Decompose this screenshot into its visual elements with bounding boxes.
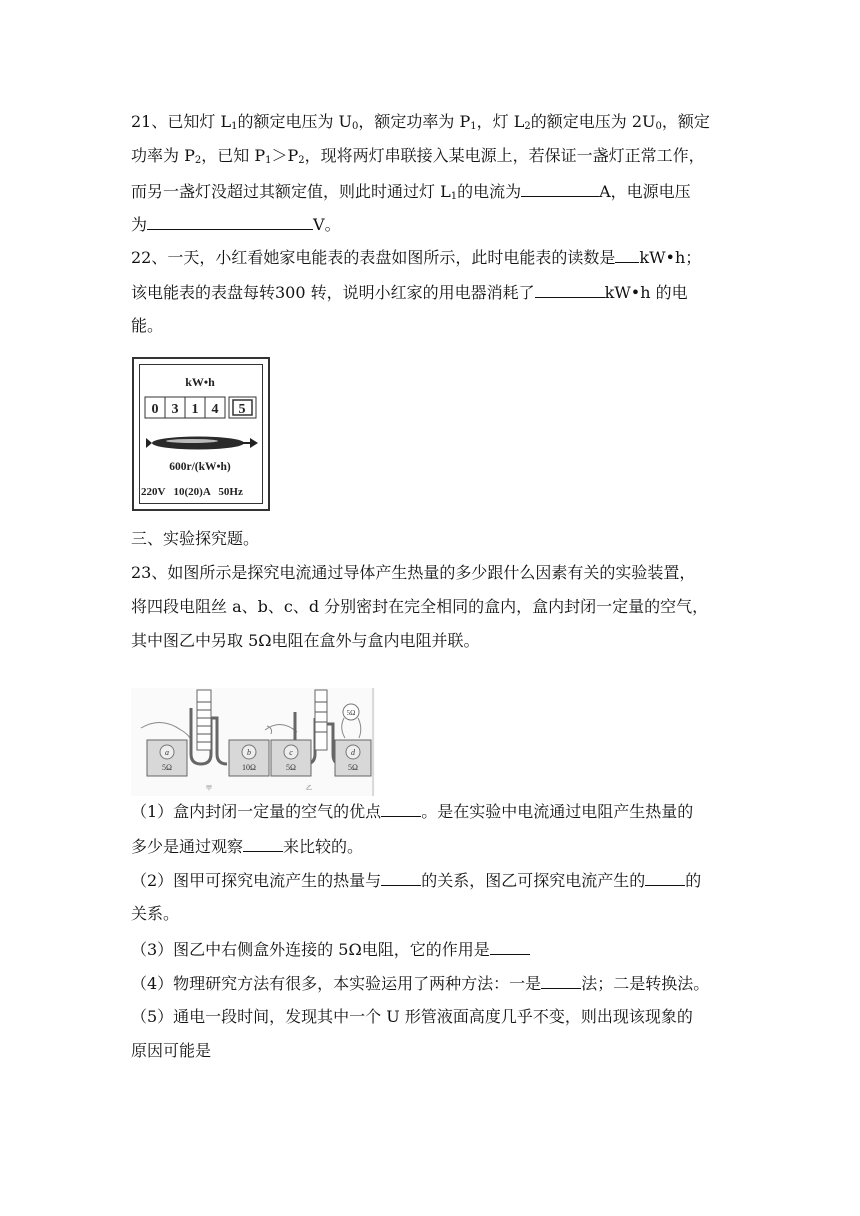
resistor-c-label: c — [289, 748, 293, 757]
meter-digit: 5 — [238, 402, 246, 417]
q23-p5-line-1 — [131, 1006, 693, 1028]
subscript: 0 — [655, 121, 662, 132]
q23-p3 — [131, 938, 530, 961]
resistor-d-label: d — [351, 748, 355, 757]
answer-blank-observe[interactable] — [243, 835, 283, 852]
q23-p1-line-2 — [131, 835, 363, 858]
answer-blank-method[interactable] — [541, 972, 581, 989]
resistor-a-value: 5Ω — [162, 763, 172, 772]
text: 的电流为 — [457, 182, 522, 201]
text: 功率为 P — [131, 146, 195, 165]
experiment-apparatus-figure — [131, 688, 375, 796]
subscript: 1 — [470, 121, 477, 132]
text: 其中图乙中另取 5Ω电阻在盒外与盒内电阻并联。 — [131, 631, 480, 650]
answer-blank-energy[interactable] — [535, 281, 605, 298]
q21-line-3 — [131, 180, 691, 203]
answer-blank-relation-jia[interactable] — [381, 869, 421, 886]
text: 21、已知灯 L — [131, 112, 232, 131]
text: A，电源电压 — [599, 182, 691, 201]
external-resistor-value: 5Ω — [346, 709, 356, 717]
subscript: 2 — [524, 121, 531, 132]
text: ，灯 L — [476, 112, 525, 131]
caption-yi: 乙 — [305, 785, 313, 792]
meter-disc-icon — [146, 437, 258, 450]
meter-digit: 4 — [211, 402, 219, 417]
q21-line-1 — [131, 111, 710, 133]
meter-digit: 1 — [191, 402, 199, 417]
answer-blank-relation-yi[interactable] — [645, 869, 685, 886]
text: 的 — [685, 871, 702, 890]
text: 三、实验探究题。 — [131, 529, 260, 548]
subscript: 2 — [194, 155, 202, 166]
answer-blank-advantage[interactable] — [381, 800, 421, 817]
text: （1）盒内封闭一定量的空气的优点 — [131, 802, 382, 821]
meter-graphic — [134, 359, 268, 509]
text: kW•h； — [639, 248, 702, 267]
answer-blank-current[interactable] — [521, 180, 599, 197]
section-title — [131, 528, 259, 550]
q23-line-2 — [131, 596, 708, 618]
meter-digit: 3 — [171, 402, 179, 417]
text: 多少是通过观察 — [131, 837, 244, 856]
text: 能。 — [131, 316, 164, 335]
text: 的关系，图乙可探究电流产生的 — [421, 871, 646, 890]
text: （2）图甲可探究电流产生的热量与 — [131, 871, 382, 890]
text: 法；二是转换法。 — [581, 974, 710, 993]
subscript: 1 — [450, 191, 458, 202]
q21-line-2 — [131, 145, 705, 167]
subscript: 1 — [231, 121, 238, 132]
text: 关系。 — [131, 904, 180, 923]
subscript: 0 — [352, 121, 359, 132]
text: 该电能表的表盘每转300 转，说明小红家的用电器消耗了 — [131, 283, 535, 302]
text: 为 — [131, 215, 148, 234]
text: 23、如图所示是探究电流通过导体产生热量的多少跟什么因素有关的实验装置， — [131, 563, 696, 582]
text: ＞P — [271, 146, 299, 165]
resistor-b-label: b — [247, 748, 251, 757]
text: ，额定功率为 P — [358, 112, 471, 131]
resistor-c-value: 5Ω — [286, 763, 296, 772]
text: （5）通电一段时间，发现其中一个 U 形管液面高度几乎不变，则出现该现象的 — [131, 1007, 693, 1026]
text: 而另一盏灯没超过其额定值，则此时通过灯 L — [131, 182, 451, 201]
text: ，额定 — [661, 112, 710, 131]
text: 。是在实验中电流通过电阻产生热量的 — [421, 802, 694, 821]
q22-line-2 — [131, 281, 688, 304]
q23-line-3 — [131, 630, 480, 652]
q23-p2-line-2 — [131, 903, 179, 925]
answer-blank-resistor-role[interactable] — [490, 938, 530, 955]
q22-line-1 — [131, 246, 701, 269]
subscript: 2 — [298, 155, 305, 166]
meter-digit-row — [145, 397, 256, 418]
text: 将四段电阻丝 a、b、c、d 分别密封在完全相同的盒内，盒内封闭一定量的空气， — [131, 597, 709, 616]
text: 22、一天，小红看她家电能表的表盘如图所示，此时电能表的读数是 — [131, 248, 616, 267]
text: 来比较的。 — [283, 837, 364, 856]
subscript: 1 — [265, 155, 272, 166]
text: 的额定电压为 2U — [530, 112, 656, 131]
text: （4）物理研究方法有很多，本实验运用了两种方法：一是 — [131, 974, 542, 993]
text: 原因可能是 — [131, 1041, 212, 1060]
text: 的额定电压为 U — [237, 112, 353, 131]
q23-p1-line-1 — [131, 800, 693, 823]
q21-line-4 — [131, 213, 341, 236]
q23-p4 — [131, 972, 709, 995]
text: （3）图乙中右侧盒外连接的 5Ω电阻，它的作用是 — [131, 940, 490, 959]
q22-line-3 — [131, 315, 163, 337]
resistor-d-value: 5Ω — [348, 763, 358, 772]
q23-p2-line-1 — [131, 869, 701, 892]
text: V。 — [313, 215, 341, 234]
text: ，已知 P — [201, 146, 266, 165]
meter-unit: kW•h — [185, 375, 215, 389]
text: kW•h 的电 — [604, 283, 688, 302]
electric-meter-figure — [132, 357, 270, 511]
text: ，现将两灯串联接入某电源上，若保证一盏灯正常工作， — [304, 146, 705, 165]
q23-line-1 — [131, 562, 695, 584]
q23-p5-line-2 — [131, 1040, 211, 1062]
answer-blank-voltage[interactable] — [147, 213, 313, 230]
meter-digit: 0 — [151, 402, 159, 417]
meter-ratings: 220V 10(20)A 50Hz — [141, 486, 243, 498]
answer-blank-reading[interactable] — [615, 246, 639, 263]
resistor-b-value: 10Ω — [242, 763, 256, 772]
caption-jia: 甲 — [205, 785, 213, 792]
meter-constant: 600r/(kW•h) — [169, 461, 231, 473]
resistor-a-label: a — [165, 748, 169, 757]
